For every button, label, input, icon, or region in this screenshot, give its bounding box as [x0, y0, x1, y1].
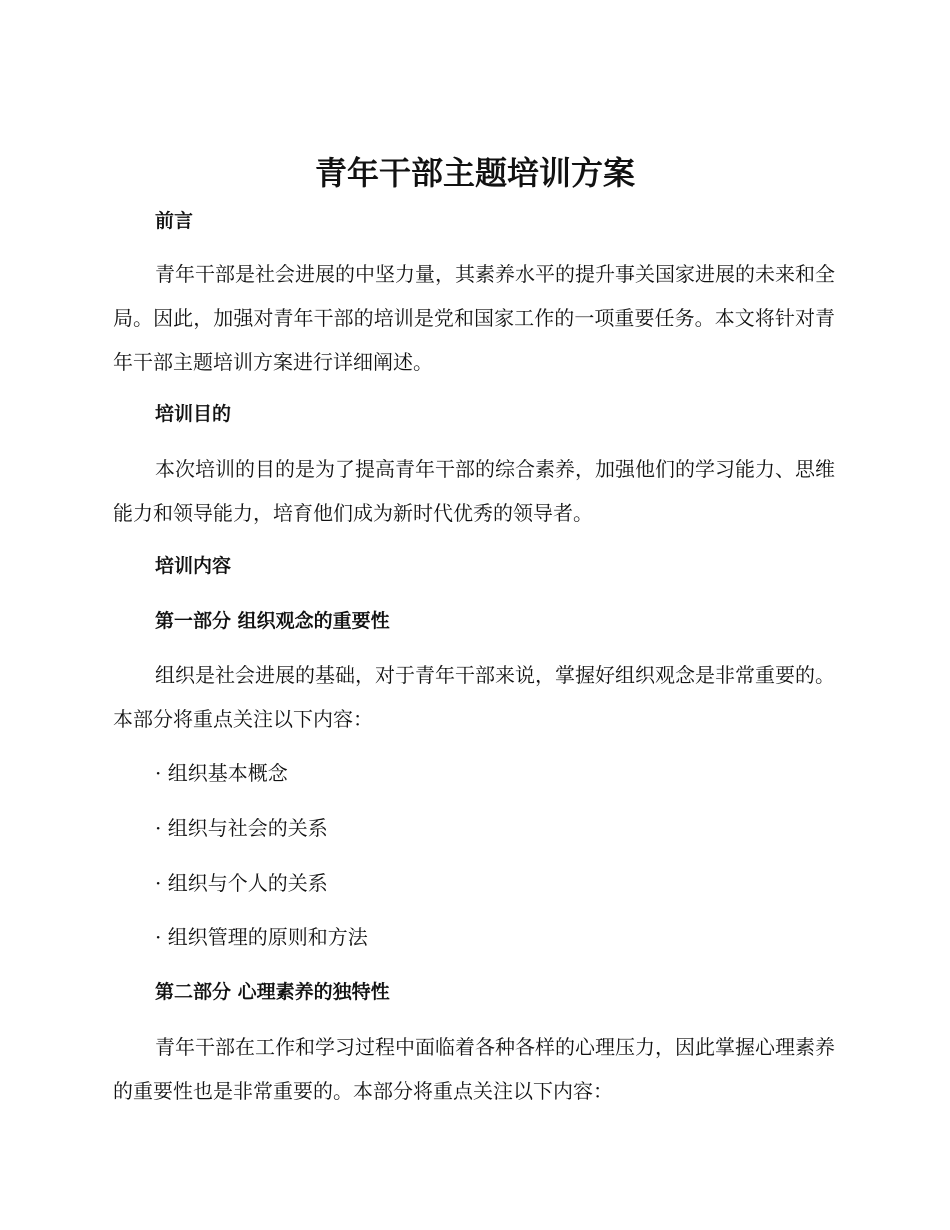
part1-bullet-item: · 组织与社会的关系 — [155, 816, 328, 840]
purpose-paragraph: 本次培训的目的是为了提高青年干部的综合素养，加强他们的学习能力、思维能力和领导能力，培育他们成为新时代优秀的领导者。 — [113, 457, 835, 525]
preface-heading: 前言 — [155, 210, 194, 232]
document-title: 青年干部主题培训方案 — [314, 154, 635, 192]
part1-paragraph: 组织是社会进展的基础，对于青年干部来说，掌握好组织观念是非常重要的。本部分将重点关注以下内容： — [113, 663, 835, 731]
purpose-heading: 培训目的 — [155, 403, 232, 425]
part2-heading: 第二部分 心理素养的独特性 — [155, 981, 390, 1003]
part1-bullet-item: · 组织与个人的关系 — [155, 871, 328, 895]
part1-heading: 第一部分 组织观念的重要性 — [155, 610, 390, 632]
preface-paragraph: 青年干部是社会进展的中坚力量，其素养水平的提升事关国家进展的未来和全局。因此，加强对青年干部的培训是党和国家工作的一项重要任务。本文将针对青年干部主题培训方案进行详细阐述。 — [113, 262, 835, 374]
part2-paragraph: 青年干部在工作和学习过程中面临着各种各样的心理压力，因此掌握心理素养的重要性也是非常重要的。本部分将重点关注以下内容： — [113, 1035, 835, 1103]
content-heading: 培训内容 — [155, 555, 232, 577]
part1-bullet-item: · 组织管理的原则和方法 — [155, 925, 368, 949]
part1-bullet-item: · 组织基本概念 — [155, 761, 288, 785]
